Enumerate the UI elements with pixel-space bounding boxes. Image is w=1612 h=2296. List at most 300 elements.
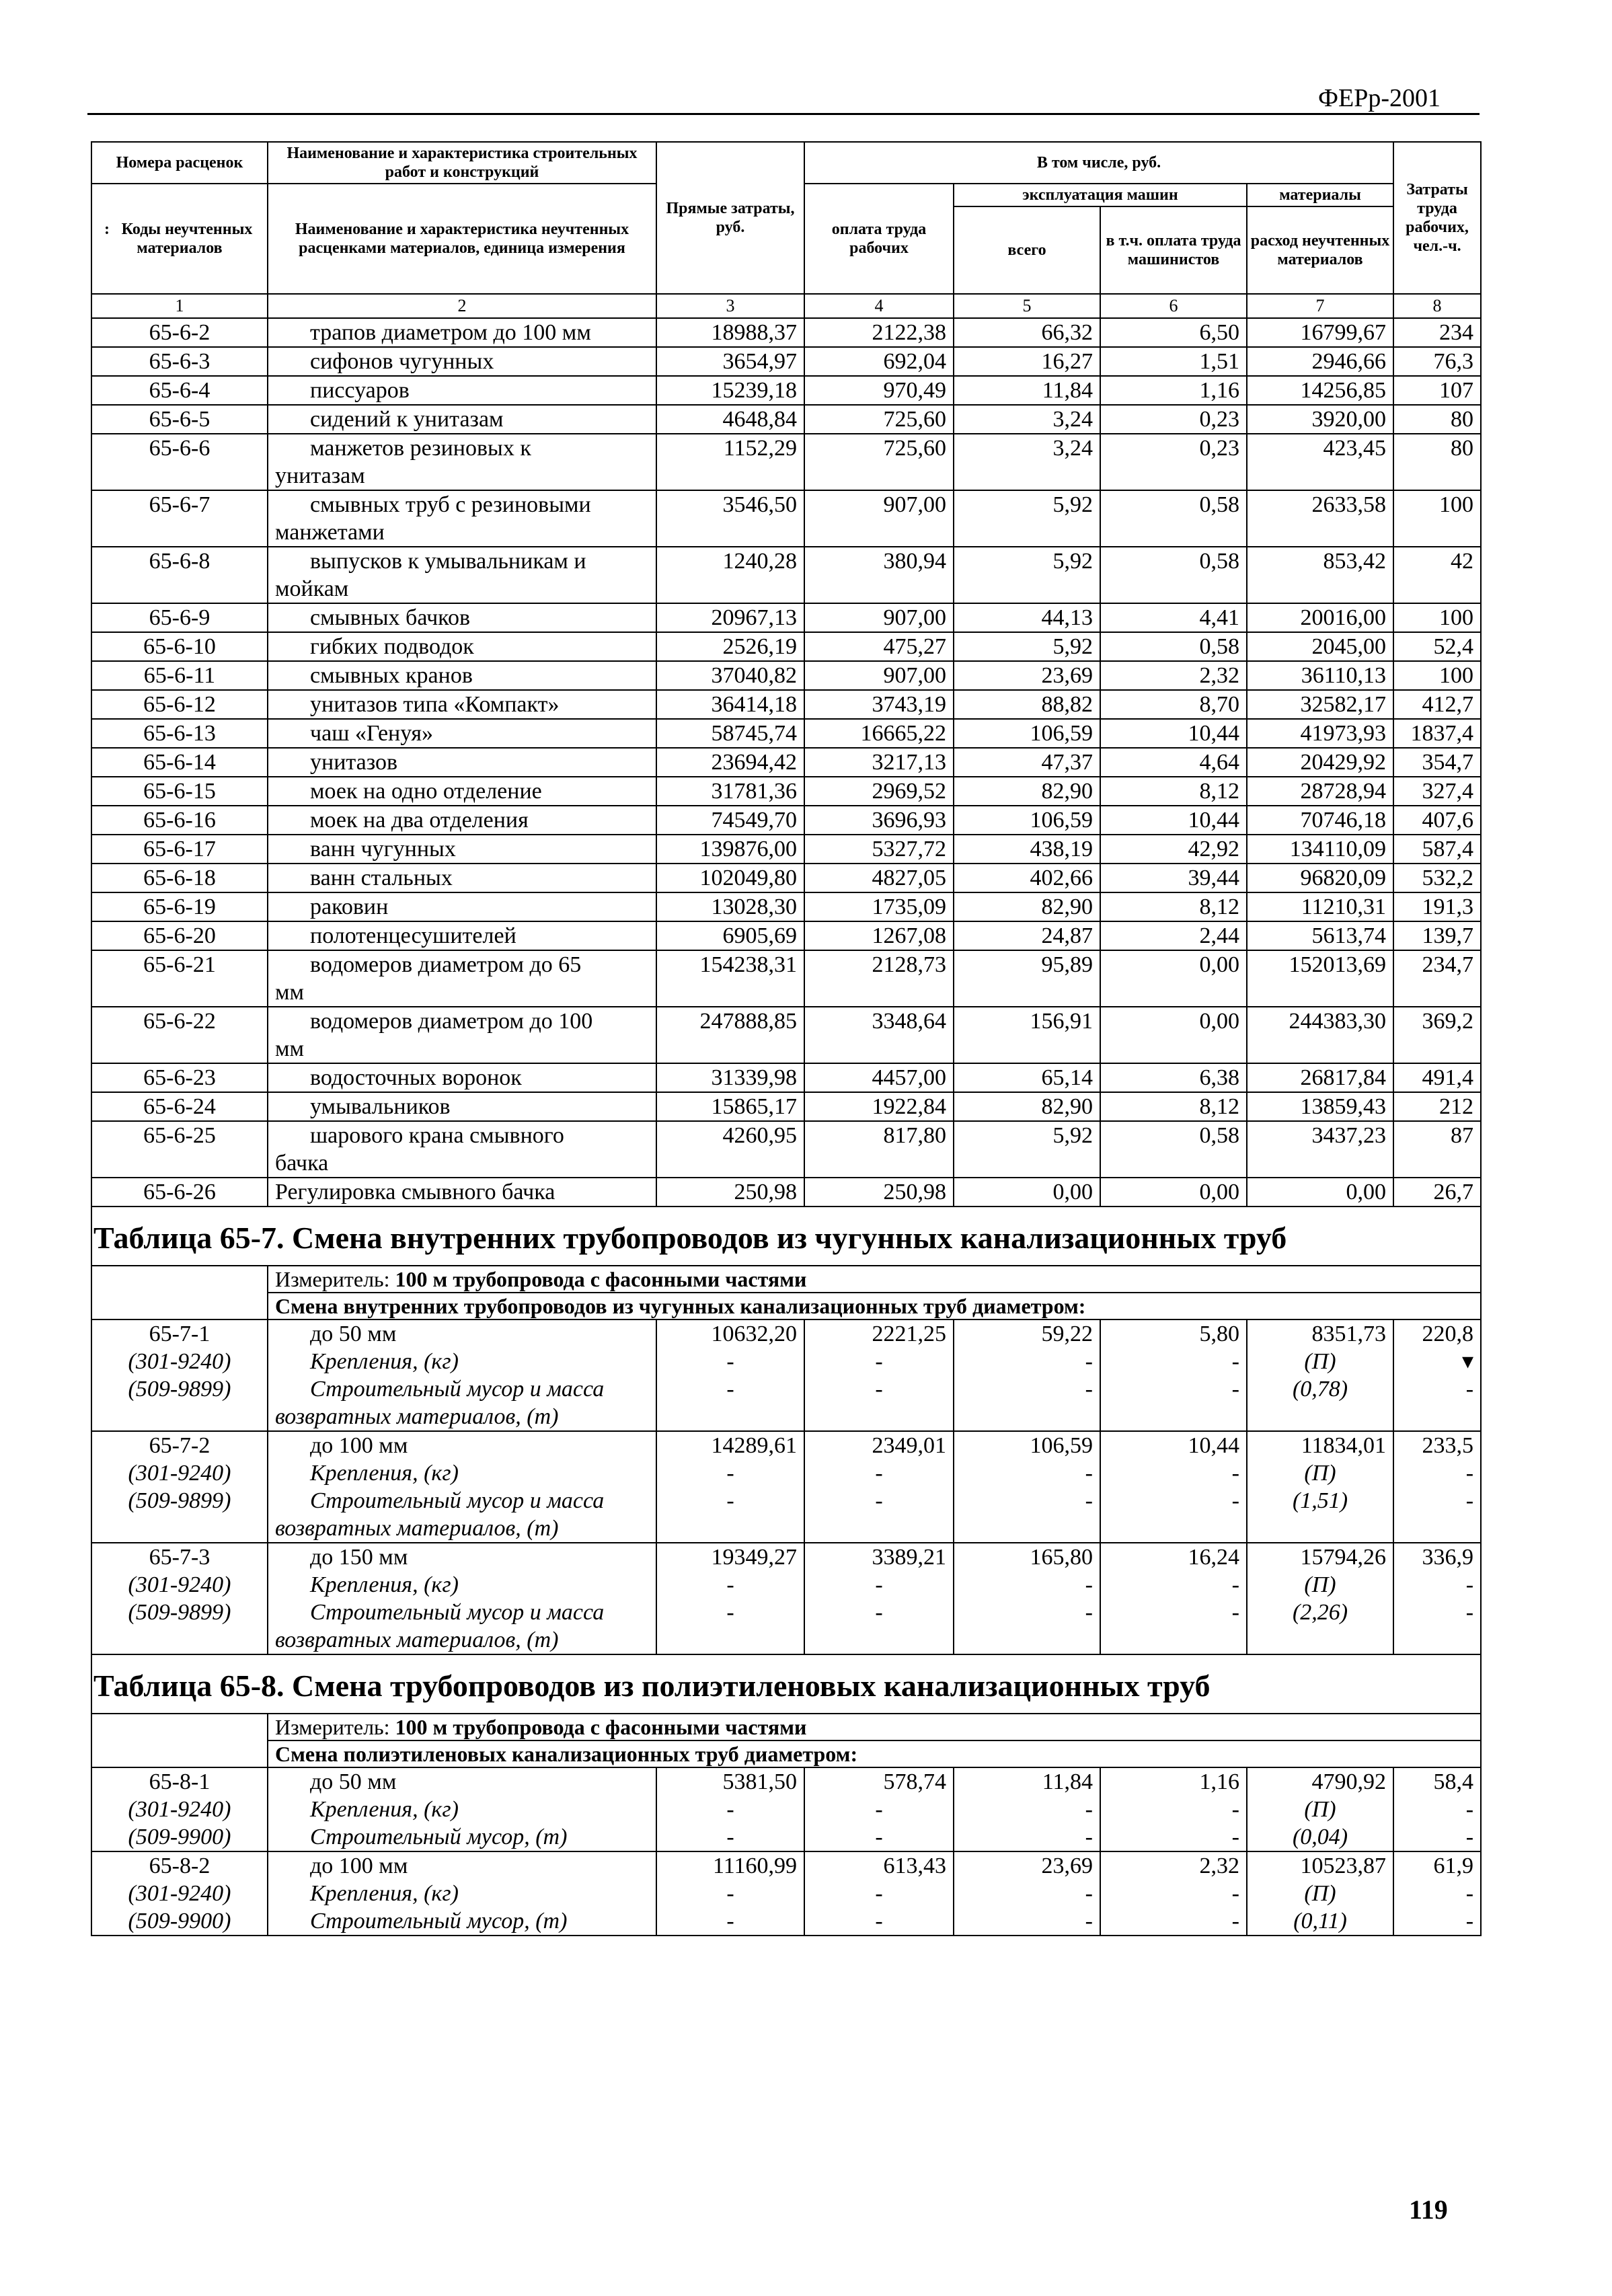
machines-total: 3,24 [954, 434, 1100, 490]
labor-hours: 52,4 [1393, 632, 1481, 661]
rate-code: 65-7-1 [91, 1319, 268, 1348]
material-row [91, 1571, 1481, 1599]
direct-costs: 154238,31 [656, 950, 804, 1007]
machines-total: 106,59 [954, 1431, 1100, 1459]
machinists-pay: 0,58 [1100, 547, 1247, 603]
work-name [268, 892, 656, 921]
table-row [91, 318, 1481, 347]
col-number: 2 [268, 294, 656, 318]
material-row [91, 1796, 1481, 1823]
document-code: ФЕРр-2001 [1318, 84, 1441, 112]
material-code: (509-9900) [91, 1907, 268, 1936]
material-code: (301-9240) [91, 1796, 268, 1823]
machines-total: 65,14 [954, 1063, 1100, 1092]
table-row [91, 405, 1481, 434]
material-name-line: Крепления, (кг) [310, 1349, 459, 1374]
table-title: Таблица 65-7. Смена внутренних трубопроводов из чугунных канализационных труб [91, 1207, 1481, 1266]
direct-costs: 250,98 [656, 1178, 804, 1207]
material-code: (509-9899) [91, 1599, 268, 1654]
work-name [268, 777, 656, 806]
labor-hours: ▾ [1393, 1348, 1481, 1375]
table-row [91, 690, 1481, 719]
dash: - [954, 1571, 1100, 1599]
work-name [268, 921, 656, 950]
direct-costs: 58745,74 [656, 719, 804, 748]
labor-hours: 1837,4 [1393, 719, 1481, 748]
labor-hours: 587,4 [1393, 835, 1481, 864]
col-labor-cost-header: Затраты труда рабочих, чел.-ч. [1393, 142, 1481, 294]
labor-hours: - [1393, 1487, 1481, 1543]
machinists-pay: 2,32 [1100, 1851, 1247, 1880]
material-amount: (П) [1247, 1571, 1393, 1599]
work-name [268, 434, 656, 490]
machinists-pay: 1,16 [1100, 1767, 1247, 1796]
dash: - [656, 1348, 804, 1375]
materials-consumption: 10523,87 [1247, 1851, 1393, 1880]
dash: - [656, 1375, 804, 1431]
material-name-line: Строительный мусор и масса [310, 1488, 605, 1513]
dash: - [656, 1599, 804, 1654]
materials-consumption: 96820,09 [1247, 864, 1393, 892]
material-amount: (1,51) [1247, 1487, 1393, 1543]
table-row [91, 376, 1481, 405]
work-name-line: Регулировка смывного бачка [275, 1180, 555, 1204]
machines-total: 106,59 [954, 719, 1100, 748]
work-name-line: бачка [275, 1151, 329, 1176]
material-name-line: Строительный мусор, (т) [310, 1825, 568, 1849]
machines-total: 23,69 [954, 661, 1100, 690]
dash: - [1100, 1880, 1247, 1907]
direct-costs: 31339,98 [656, 1063, 804, 1092]
unit-spacer [91, 1714, 268, 1740]
dash: - [1100, 1907, 1247, 1936]
work-name [268, 1063, 656, 1092]
material-code: (509-9900) [91, 1823, 268, 1851]
material-row [91, 1459, 1481, 1487]
machinists-pay: 39,44 [1100, 864, 1247, 892]
materials-consumption: 8351,73 [1247, 1319, 1393, 1348]
labor-pay: 907,00 [804, 661, 954, 690]
table-row [91, 748, 1481, 777]
col-number: 7 [1247, 294, 1393, 318]
rate-code: 65-6-15 [91, 777, 268, 806]
labor-hours: 407,6 [1393, 806, 1481, 835]
col-number: 5 [954, 294, 1100, 318]
materials-consumption: 14256,85 [1247, 376, 1393, 405]
machines-total: 11,84 [954, 1767, 1100, 1796]
materials-consumption: 20016,00 [1247, 603, 1393, 632]
col-machines-header: эксплуатация машин [954, 184, 1247, 206]
materials-consumption: 11834,01 [1247, 1431, 1393, 1459]
col-number: 6 [1100, 294, 1247, 318]
work-name-line: унитазов типа «Компакт» [310, 692, 560, 717]
machines-total: 438,19 [954, 835, 1100, 864]
machinists-pay: 10,44 [1100, 719, 1247, 748]
machinists-pay: 0,58 [1100, 490, 1247, 547]
direct-costs: 4260,95 [656, 1121, 804, 1178]
labor-pay: 907,00 [804, 603, 954, 632]
labor-hours: - [1393, 1880, 1481, 1907]
labor-pay: 1735,09 [804, 892, 954, 921]
table-row [91, 434, 1481, 490]
labor-hours: - [1393, 1459, 1481, 1487]
machinists-pay: 8,12 [1100, 777, 1247, 806]
page-number: 119 [1409, 2194, 1448, 2225]
direct-costs: 20967,13 [656, 603, 804, 632]
col-materials-name-header: Наименование и характеристика неучтенных расценками материалов, единица измерения [268, 184, 656, 294]
dash: - [954, 1348, 1100, 1375]
rate-code: 65-6-20 [91, 921, 268, 950]
work-name-line: смывных труб с резиновыми [310, 492, 591, 517]
rate-code: 65-6-2 [91, 318, 268, 347]
machines-total: 5,92 [954, 490, 1100, 547]
machines-total: 5,92 [954, 547, 1100, 603]
direct-costs: 15239,18 [656, 376, 804, 405]
material-row [91, 1880, 1481, 1907]
materials-consumption: 3920,00 [1247, 405, 1393, 434]
machines-total: 47,37 [954, 748, 1100, 777]
machinists-pay: 16,24 [1100, 1543, 1247, 1571]
direct-costs: 10632,20 [656, 1319, 804, 1348]
material-amount: (0,04) [1247, 1823, 1393, 1851]
labor-pay: 380,94 [804, 547, 954, 603]
material-name [268, 1796, 656, 1823]
dash: - [1100, 1348, 1247, 1375]
machinists-pay: 8,12 [1100, 892, 1247, 921]
machinists-pay: 4,41 [1100, 603, 1247, 632]
rate-code: 65-6-5 [91, 405, 268, 434]
labor-hours: - [1393, 1907, 1481, 1936]
labor-hours: 491,4 [1393, 1063, 1481, 1092]
col-rates-header: Номера расценок [91, 142, 268, 184]
work-name-line: мм [275, 980, 305, 1005]
materials-consumption: 2946,66 [1247, 347, 1393, 376]
materials-consumption: 152013,69 [1247, 950, 1393, 1007]
direct-costs: 1240,28 [656, 547, 804, 603]
table-row [91, 347, 1481, 376]
material-row [91, 1375, 1481, 1431]
rate-code: 65-7-2 [91, 1431, 268, 1459]
rate-code: 65-6-25 [91, 1121, 268, 1178]
direct-costs: 74549,70 [656, 806, 804, 835]
materials-consumption: 41973,93 [1247, 719, 1393, 748]
machinists-pay: 6,38 [1100, 1063, 1247, 1092]
labor-pay: 613,43 [804, 1851, 954, 1880]
rate-code: 65-6-26 [91, 1178, 268, 1207]
material-name [268, 1599, 656, 1654]
labor-hours: 336,9 [1393, 1543, 1481, 1571]
work-name-line: чаш «Генуя» [310, 721, 434, 746]
machinists-pay: 8,12 [1100, 1092, 1247, 1121]
dash: - [656, 1571, 804, 1599]
machines-total: 156,91 [954, 1007, 1100, 1063]
dash: - [954, 1459, 1100, 1487]
material-row [91, 1907, 1481, 1936]
labor-pay: 578,74 [804, 1767, 954, 1796]
work-name-line: до 100 мм [310, 1433, 408, 1458]
direct-costs: 18988,37 [656, 318, 804, 347]
col-machines-total-header: всего [954, 206, 1100, 294]
labor-pay: 250,98 [804, 1178, 954, 1207]
machines-total: 165,80 [954, 1543, 1100, 1571]
material-amount: (П) [1247, 1459, 1393, 1487]
labor-hours: 369,2 [1393, 1007, 1481, 1063]
unit-cell [268, 1714, 1481, 1740]
material-code: (301-9240) [91, 1571, 268, 1599]
labor-pay: 3348,64 [804, 1007, 954, 1063]
col-machinists-pay-header: в т.ч. оплата труда машинистов [1100, 206, 1247, 294]
dash: - [656, 1907, 804, 1936]
direct-costs: 14289,61 [656, 1431, 804, 1459]
table-65-8 [91, 1654, 1481, 1936]
rate-code: 65-6-7 [91, 490, 268, 547]
table-row [91, 603, 1481, 632]
dash: - [954, 1599, 1100, 1654]
work-name-line: мойкам [275, 576, 349, 601]
direct-costs: 37040,82 [656, 661, 804, 690]
rate-code: 65-6-6 [91, 434, 268, 490]
dash: - [1100, 1823, 1247, 1851]
work-name-line: смывных кранов [310, 663, 473, 688]
section-spacer [91, 1293, 268, 1319]
material-amount: (П) [1247, 1880, 1393, 1907]
machines-total: 59,22 [954, 1319, 1100, 1348]
table-row [91, 490, 1481, 547]
materials-consumption: 5613,74 [1247, 921, 1393, 950]
material-code: (301-9240) [91, 1880, 268, 1907]
machinists-pay: 0,23 [1100, 434, 1247, 490]
work-name-line: сидений к унитазам [310, 407, 504, 432]
labor-pay: 4827,05 [804, 864, 954, 892]
labor-hours: - [1393, 1823, 1481, 1851]
labor-hours: 100 [1393, 603, 1481, 632]
materials-consumption: 244383,30 [1247, 1007, 1393, 1063]
direct-costs: 2526,19 [656, 632, 804, 661]
material-name-line: Крепления, (кг) [310, 1461, 459, 1486]
work-name [268, 547, 656, 603]
dash: - [804, 1880, 954, 1907]
labor-pay: 1267,08 [804, 921, 954, 950]
dash: - [1100, 1571, 1247, 1599]
work-name [268, 347, 656, 376]
dash: - [804, 1599, 954, 1654]
direct-costs: 247888,85 [656, 1007, 804, 1063]
materials-consumption: 2045,00 [1247, 632, 1393, 661]
dash: - [954, 1796, 1100, 1823]
materials-consumption: 3437,23 [1247, 1121, 1393, 1178]
labor-hours: 87 [1393, 1121, 1481, 1178]
direct-costs: 139876,00 [656, 835, 804, 864]
col-material-codes-header: : Коды неучтенных материалов [91, 184, 268, 294]
machinists-pay: 4,64 [1100, 748, 1247, 777]
labor-pay: 2221,25 [804, 1319, 954, 1348]
dash: - [804, 1348, 954, 1375]
labor-pay: 4457,00 [804, 1063, 954, 1092]
machinists-pay: 10,44 [1100, 806, 1247, 835]
labor-hours: 233,5 [1393, 1431, 1481, 1459]
materials-consumption: 28728,94 [1247, 777, 1393, 806]
labor-pay: 1922,84 [804, 1092, 954, 1121]
work-name-line: манжетами [275, 520, 385, 545]
direct-costs: 11160,99 [656, 1851, 804, 1880]
work-name-line: смывных бачков [310, 605, 471, 630]
labor-hours: - [1393, 1796, 1481, 1823]
labor-hours: 327,4 [1393, 777, 1481, 806]
table-row [91, 1092, 1481, 1121]
work-name [268, 1092, 656, 1121]
labor-pay: 2349,01 [804, 1431, 954, 1459]
machines-total: 16,27 [954, 347, 1100, 376]
work-name [268, 1543, 656, 1571]
labor-hours: 80 [1393, 434, 1481, 490]
table-row [91, 921, 1481, 950]
labor-hours: 212 [1393, 1092, 1481, 1121]
labor-pay: 475,27 [804, 632, 954, 661]
machinists-pay: 0,00 [1100, 1007, 1247, 1063]
machines-total: 402,66 [954, 864, 1100, 892]
table-row [91, 1543, 1481, 1571]
col-number: 3 [656, 294, 804, 318]
work-name-line: мм [275, 1036, 305, 1061]
dash: - [1100, 1459, 1247, 1487]
rate-code: 65-6-19 [91, 892, 268, 921]
material-name [268, 1880, 656, 1907]
table-row [91, 1767, 1481, 1796]
machinists-pay: 5,80 [1100, 1319, 1247, 1348]
machinists-pay: 42,92 [1100, 835, 1247, 864]
machines-total: 44,13 [954, 603, 1100, 632]
labor-hours: 532,2 [1393, 864, 1481, 892]
machines-total: 3,24 [954, 405, 1100, 434]
work-name-line: унитазов [310, 750, 398, 775]
dash: - [954, 1487, 1100, 1543]
unit-label: Измеритель: [275, 1267, 390, 1291]
direct-costs: 5381,50 [656, 1767, 804, 1796]
machinists-pay: 1,16 [1100, 376, 1247, 405]
material-amount: (2,26) [1247, 1599, 1393, 1654]
work-name-line: выпусков к умывальникам и [310, 549, 586, 574]
work-name [268, 864, 656, 892]
work-name-line: манжетов резиновых к [310, 436, 531, 461]
dash: - [804, 1571, 954, 1599]
labor-hours: 191,3 [1393, 892, 1481, 921]
machinists-pay: 0,00 [1100, 950, 1247, 1007]
material-name-line: Крепления, (кг) [310, 1572, 459, 1597]
table-row [91, 632, 1481, 661]
machines-total: 23,69 [954, 1851, 1100, 1880]
machines-total: 24,87 [954, 921, 1100, 950]
rate-code: 65-6-16 [91, 806, 268, 835]
work-name [268, 1121, 656, 1178]
dash: - [656, 1487, 804, 1543]
material-code: (509-9899) [91, 1487, 268, 1543]
dash: - [656, 1459, 804, 1487]
rate-code: 65-6-22 [91, 1007, 268, 1063]
direct-costs: 36414,18 [656, 690, 804, 719]
material-code: (509-9899) [91, 1375, 268, 1431]
section-spacer [91, 1740, 268, 1767]
labor-hours: 100 [1393, 490, 1481, 547]
col-number: 1 [91, 294, 268, 318]
machines-total: 82,90 [954, 777, 1100, 806]
direct-costs: 4648,84 [656, 405, 804, 434]
labor-hours: 139,7 [1393, 921, 1481, 950]
labor-pay: 3389,21 [804, 1543, 954, 1571]
labor-hours: 76,3 [1393, 347, 1481, 376]
work-name-line: раковин [310, 894, 389, 919]
table-row [91, 835, 1481, 864]
materials-consumption: 36110,13 [1247, 661, 1393, 690]
direct-costs: 15865,17 [656, 1092, 804, 1121]
material-code: (301-9240) [91, 1459, 268, 1487]
labor-hours: 80 [1393, 405, 1481, 434]
materials-consumption: 70746,18 [1247, 806, 1393, 835]
work-name [268, 318, 656, 347]
labor-hours: 107 [1393, 376, 1481, 405]
direct-costs: 23694,42 [656, 748, 804, 777]
rate-code: 65-6-13 [91, 719, 268, 748]
col-number: 4 [804, 294, 954, 318]
table-header [91, 142, 1481, 318]
labor-hours: 234,7 [1393, 950, 1481, 1007]
work-name-line: до 150 мм [310, 1545, 408, 1570]
work-name [268, 490, 656, 547]
dash: - [1100, 1796, 1247, 1823]
table-row [91, 1431, 1481, 1459]
labor-pay: 2122,38 [804, 318, 954, 347]
section-heading: Смена полиэтиленовых канализационных труб диаметром: [268, 1740, 1481, 1767]
work-name [268, 719, 656, 748]
work-name [268, 1007, 656, 1063]
work-name [268, 1319, 656, 1348]
dash: - [954, 1375, 1100, 1431]
materials-consumption: 26817,84 [1247, 1063, 1393, 1092]
table-row [91, 950, 1481, 1007]
direct-costs: 13028,30 [656, 892, 804, 921]
work-name [268, 603, 656, 632]
labor-pay: 16665,22 [804, 719, 954, 748]
material-row [91, 1487, 1481, 1543]
rate-code: 65-6-10 [91, 632, 268, 661]
material-name [268, 1375, 656, 1431]
material-amount: (П) [1247, 1796, 1393, 1823]
direct-costs: 3546,50 [656, 490, 804, 547]
materials-consumption: 13859,43 [1247, 1092, 1393, 1121]
work-name-line: писсуаров [310, 378, 410, 403]
material-name [268, 1348, 656, 1375]
dash: - [954, 1880, 1100, 1907]
direct-costs: 3654,97 [656, 347, 804, 376]
labor-pay: 817,80 [804, 1121, 954, 1178]
table-row [91, 1319, 1481, 1348]
machinists-pay: 8,70 [1100, 690, 1247, 719]
work-name-line: водомеров диаметром до 100 [310, 1009, 593, 1034]
rate-code: 65-8-2 [91, 1851, 268, 1880]
material-amount: (0,11) [1247, 1907, 1393, 1936]
machinists-pay: 2,32 [1100, 661, 1247, 690]
machines-total: 95,89 [954, 950, 1100, 1007]
table-65-7 [91, 1207, 1481, 1654]
column-numbers-row [91, 294, 1481, 318]
work-name [268, 1178, 656, 1207]
rate-code: 65-7-3 [91, 1543, 268, 1571]
work-name-line: ванн стальных [310, 866, 453, 890]
material-row [91, 1348, 1481, 1375]
table-row [91, 661, 1481, 690]
machines-total: 82,90 [954, 1092, 1100, 1121]
table-row [91, 1063, 1481, 1092]
materials-consumption: 134110,09 [1247, 835, 1393, 864]
